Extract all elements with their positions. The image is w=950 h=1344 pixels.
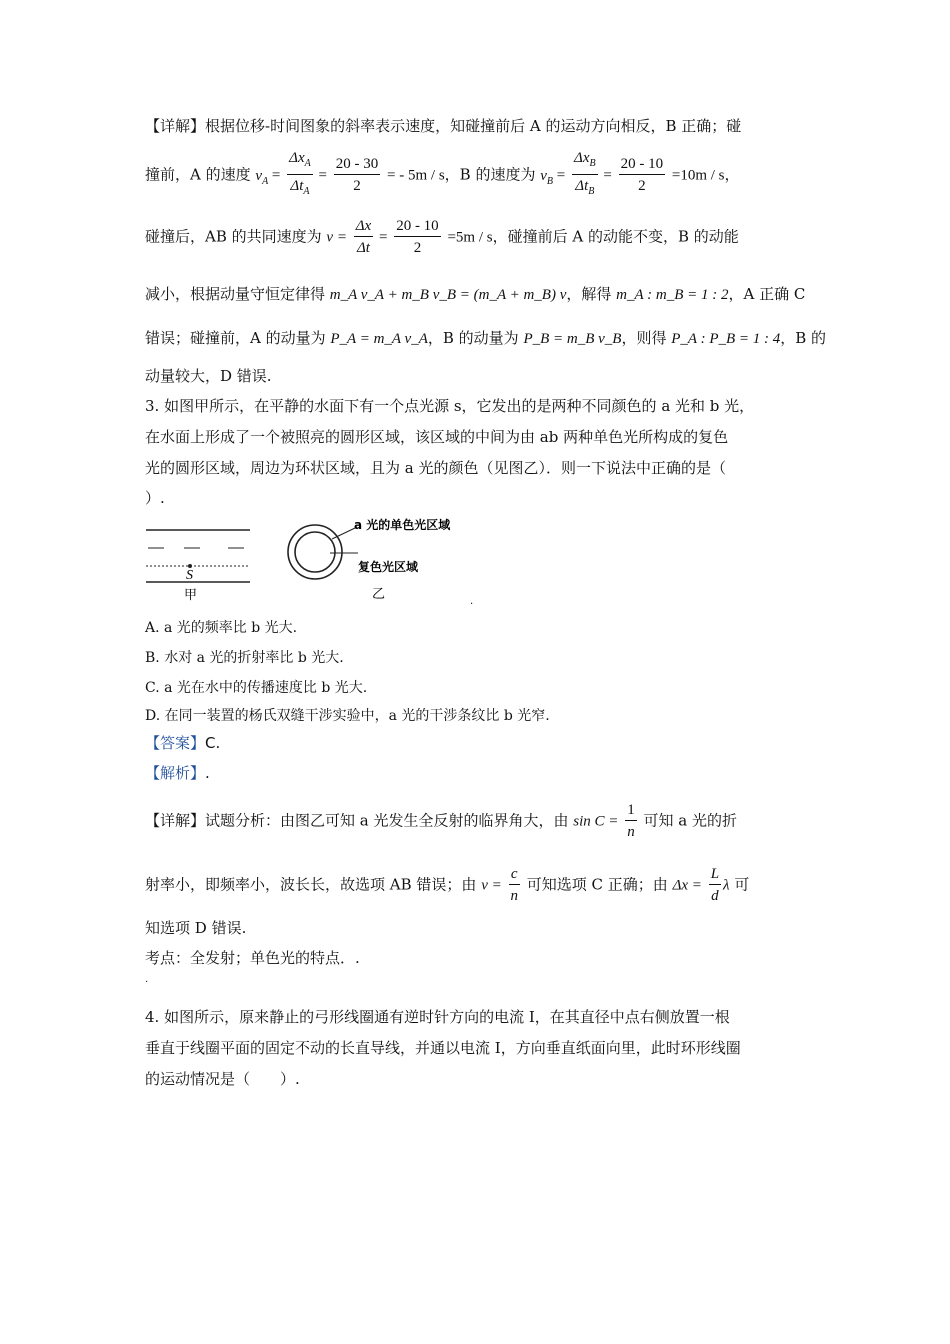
- label-a-region: a 光的单色光区域: [354, 518, 451, 532]
- option-a: A. a 光的频率比 b 光大.: [145, 620, 298, 636]
- detail-line-4: 减小，根据动量守恒定律得 m_A v_A + m_B v_B = (m_A + m_B) v，解得 m_A : m_B = 1 : 2，A 正确 C: [145, 285, 806, 303]
- svg-text:.: .: [470, 596, 474, 607]
- detail-line-6: 动量较大，D 错误.: [145, 367, 272, 385]
- kaodian-line: 考点：全发射；单色光的特点．.: [145, 949, 360, 967]
- fraction-20-10-b: $\frac{20 - 10}{2}$: [396, 218, 439, 256]
- label-s: S: [186, 568, 193, 583]
- q3-detail-2: 射率小，即频率小，波长长，故选项 AB 错误；由 v = $\frac{c}{n}$ 可知选项 C 正确；由 Δx = $\frac{L}{d}$ λ 可: [145, 864, 749, 907]
- q4-line-2: 垂直于线圈平面的固定不动的长直导线，并通以电流 I，方向垂直纸面向里，此时环形线圈: [145, 1039, 741, 1057]
- fraction-l-d: $\frac{L}{d}$: [710, 866, 720, 904]
- fraction-1-n: $\frac{1}{n}$: [627, 802, 635, 840]
- fraction-20-30: $\frac{20 - 30}{2}$: [335, 156, 379, 194]
- detail-line-3: 碰撞后，AB 的共同速度为 v = $\frac{\Delta x}{\Delta t}$ = $\frac{20 - 10}{2}$ =5m / s，碰撞前后 A 的动能不变，B 的动能: [145, 216, 739, 259]
- fraction-c-n: $\frac{c}{n}$: [510, 866, 518, 904]
- analysis-tag: 【解析】: [145, 764, 206, 782]
- answer-value: C.: [205, 734, 221, 752]
- label-mix-region: 复色光区域: [358, 560, 419, 574]
- fraction-20-10: $\frac{20 - 10}{2}$: [620, 156, 664, 194]
- option-d: D. 在同一装置的杨氏双缝干涉实验中，a 光的干涉条纹比 b 光窄.: [145, 708, 550, 724]
- figure-yi: [288, 525, 358, 579]
- q3-line-2: 在水面上形成了一个被照亮的圆形区域，该区域的中间为由 ab 两种单色光所构成的复色: [145, 428, 729, 446]
- q3-detail-1: 【详解】试题分析：由图乙可知 a 光发生全反射的临界角大，由 sin C = $\frac{1}{n}$ 可知 a 光的折: [145, 800, 737, 843]
- q4-line-1: 4. 如图所示，原来静止的弓形线圈通有逆时针方向的电流 I，在其直径中点右侧放置一根: [145, 1008, 730, 1026]
- label-jia: 甲: [184, 588, 198, 603]
- figure-jia: [146, 530, 250, 582]
- stray-dot: .: [145, 974, 149, 985]
- detail-line-1: 【详解】根据位移-时间图象的斜率表示速度，知碰撞前后 A 的运动方向相反，B 正确；碰: [145, 117, 742, 135]
- label-yi: 乙: [372, 587, 386, 602]
- fraction-dxb-dtb: $\frac{\Delta x_B}{\Delta t_B}$: [574, 150, 596, 197]
- q3-line-1: 3. 如图甲所示，在平静的水面下有一个点光源 s，它发出的是两种不同颜色的 a 光和 b 光，: [145, 397, 755, 415]
- momentum-equation: m_A v_A + m_B v_B = (m_A + m_B) v: [329, 287, 567, 303]
- analysis-line: 【解析】.: [145, 764, 210, 782]
- q3-figure: [140, 512, 480, 607]
- option-b: B. 水对 a 光的折射率比 b 光大.: [145, 650, 344, 666]
- q3-line-4: ）.: [145, 489, 165, 507]
- answer-line: [145, 733, 220, 753]
- detail-line-5: 错误；碰撞前，A 的动量为 P_A = m_A v_A，B 的动量为 P_B = m_B v_B，则得 P_A : P_B = 1 : 4，B 的: [145, 329, 827, 347]
- option-c: C. a 光在水中的传播速度比 b 光大.: [145, 680, 368, 696]
- answer-tag: 【答案】: [145, 734, 206, 752]
- q3-detail-3: 知选项 D 错误.: [145, 919, 247, 937]
- fraction-dxa-dta: $\frac{\Delta x_A}{\Delta t_A}$: [289, 150, 311, 197]
- detail-line-2: 撞前，A 的速度 $v_A$ = $\frac{\Delta x_A}{\Delta t_A}$ = $\frac{20 - 30}{2}$ = - 5m / s，B 的速度为 $v_B$ = $\frac{\Delta x_B}{\Delta t_B}$ = $\frac{20 - 10}{2}$ =10m / s，: [145, 148, 740, 203]
- q4-line-3: 的运动情况是（ ）.: [145, 1070, 300, 1088]
- fraction-dx-dt: $\frac{\Delta x}{\Delta t}$: [355, 218, 372, 256]
- q3-line-3: 光的圆形区域，周边为环状区域，且为 a 光的颜色（见图乙）．则一下说法中正确的是（: [145, 459, 726, 477]
